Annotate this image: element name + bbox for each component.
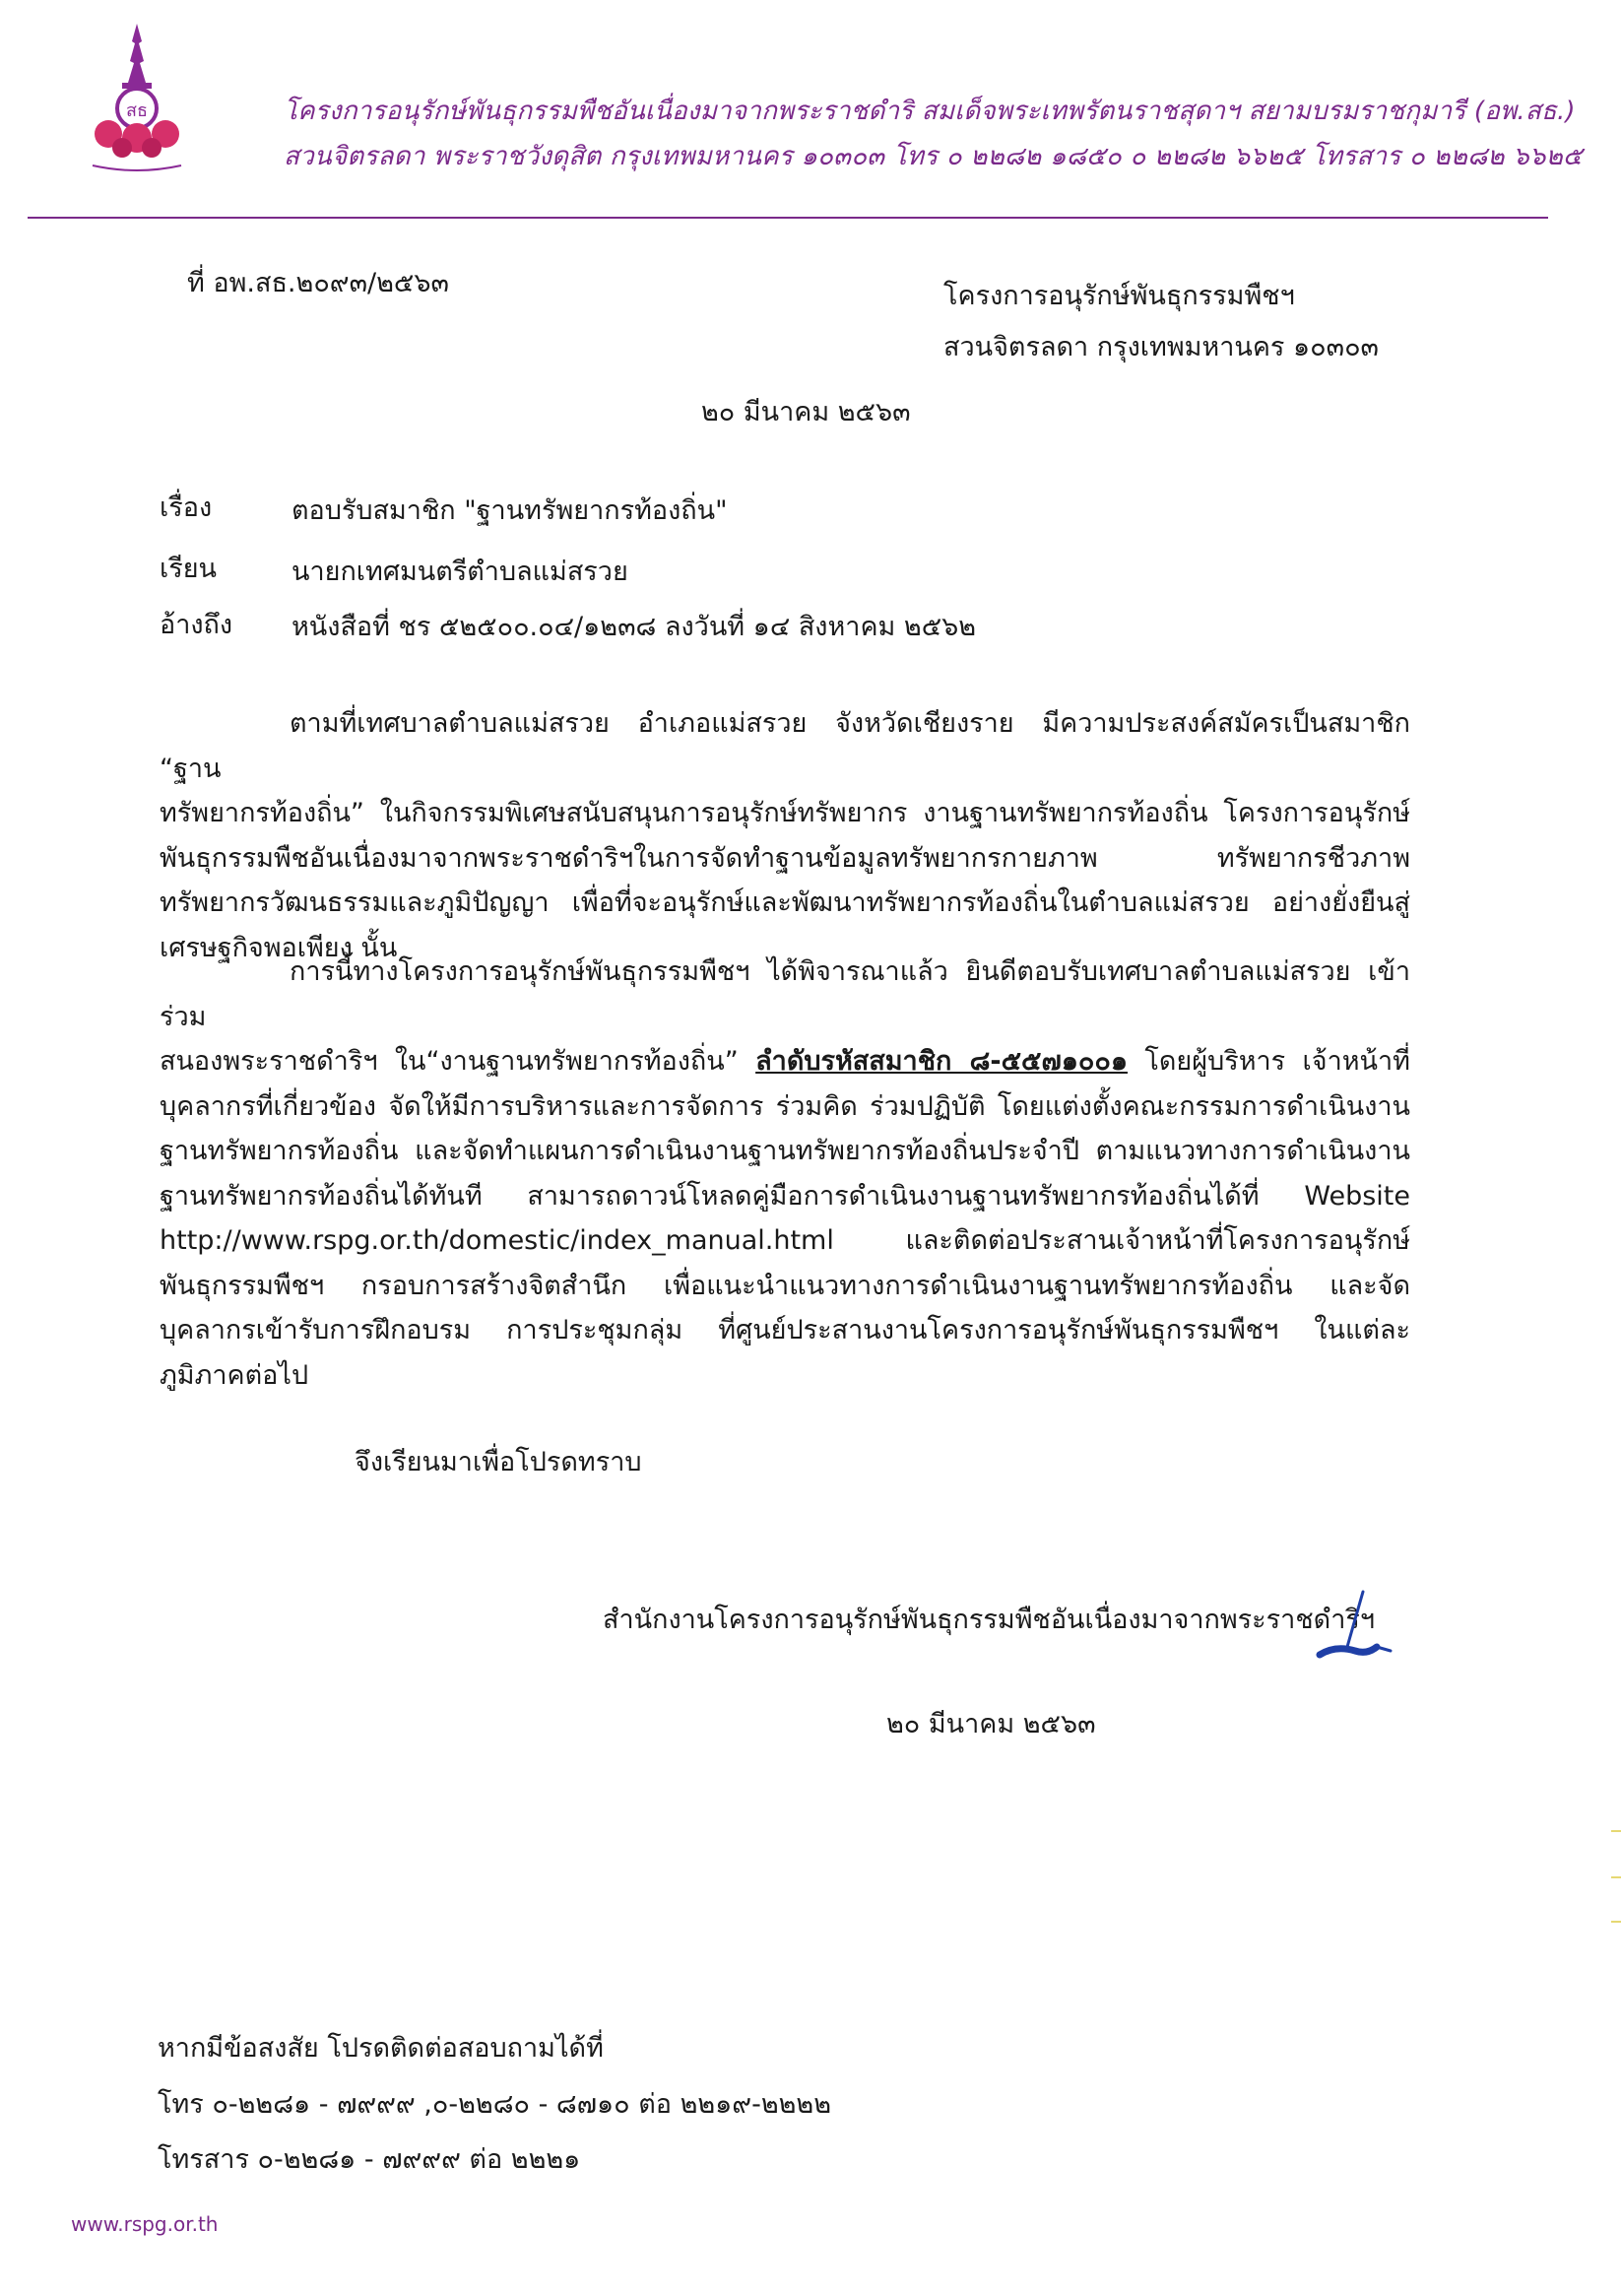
subject-value: ตอบรับสมาชิก "ฐานทรัพยากรท้องถิ่น" [292, 495, 728, 526]
paragraph-line: ฐานทรัพยากรท้องถิ่น และจัดทำแผนการดำเนินงานฐานทรัพยากรท้องถิ่นประจำปี ตามแนวทางการดำเนินงาน [160, 1136, 1410, 1166]
letter-date: ๒๐ มีนาคม ๒๕๖๓ [701, 397, 911, 427]
paragraph-line: บุคลากรที่เกี่ยวข้อง จัดให้มีการบริหารและการจัดการ ร่วมคิด ร่วมปฏิบัติ โดยแต่งตั้งคณะกรรมการดำเนินงาน [160, 1090, 1410, 1122]
letterhead-line-2: สวนจิตรลดา พระราชวังดุสิต กรุงเทพมหานคร ๑๐๓๐๓ โทร ๐ ๒๒๘๒ ๑๘๕๐ ๐ ๒๒๘๒ ๖๖๒๕ โทรสาร ๐ ๒๒๘๒ ๖๖๒๕ [284, 142, 1583, 171]
royal-emblem-icon [83, 22, 191, 177]
reference-label: อ้างถึง [160, 610, 233, 640]
paragraph-line: ตามที่เทศบาลตำบลแม่สรวย อำเภอแม่สรวย จังหวัดเชียงราย มีความประสงค์สมัครเป็นสมาชิก “ฐาน [160, 708, 1410, 784]
paragraph-line: พันธุกรรมพืชฯ กรอบการสร้างจิตสำนึก เพื่อแนะนำแนวทางการดำเนินงานฐานทรัพยากรท้องถิ่น และจัด [160, 1270, 1410, 1301]
footer-website: www.rspg.or.th [71, 2212, 219, 2236]
manual-url-line: http://www.rspg.or.th/domestic/index_manual.html และติดต่อประสานเจ้าหน้าที่โครงการอนุรักษ์ [160, 1225, 1410, 1256]
paragraph-line: ฐานทรัพยากรท้องถิ่นได้ทันที สามารถดาวน์โหลดคู่มือการดำเนินงานฐานทรัพยากรท้องถิ่นได้ที่ Website [160, 1180, 1410, 1212]
paragraph-line: การนี้ทางโครงการอนุรักษ์พันธุกรรมพืชฯ ได้พิจารณาแล้ว ยินดีตอบรับเทศบาลตำบลแม่สรวย เข้าร่วม [160, 956, 1410, 1032]
scan-edge-mark [1611, 1921, 1621, 1923]
paragraph-line: ทรัพยากรท้องถิ่น” ในกิจกรรมพิเศษสนับสนุนการอนุรักษ์ทรัพยากร งานฐานทรัพยากรท้องถิ่น โครงการอนุรักษ์ [160, 798, 1410, 828]
contact-fax: โทรสาร ๐-๒๒๘๑ - ๗๙๙๙ ต่อ ๒๒๒๑ [158, 2144, 581, 2175]
contact-phone: โทร ๐-๒๒๘๑ - ๗๙๙๙ ,๐-๒๒๘๐ - ๘๗๑๐ ต่อ ๒๒๑๙-๒๒๒๒ [158, 2089, 832, 2120]
scan-edge-mark [1611, 1876, 1621, 1878]
document-number: ที่ อพ.สธ.๒๐๙๓/๒๕๖๓ [187, 268, 449, 298]
contact-intro: หากมีข้อสงสัย โปรดติดต่อสอบถามได้ที่ [158, 2033, 604, 2064]
scan-edge-mark [1611, 1830, 1621, 1832]
paragraph-line: พันธุกรรมพืชอันเนื่องมาจากพระราชดำริฯในการจัดทำฐานข้อมูลทรัพยากรกายภาพ ทรัพยากรชีวภาพ [160, 842, 1410, 874]
body-paragraph-1 [160, 701, 1410, 970]
paragraph-line: ภูมิภาคต่อไป [160, 1359, 309, 1391]
sender-address: สวนจิตรลดา กรุงเทพมหานคร ๑๐๓๐๓ [943, 332, 1380, 362]
to-label: เรียน [160, 554, 218, 584]
subject-label: เรื่อง [160, 492, 213, 523]
body-paragraph-2 [160, 950, 1410, 1398]
paragraph-line: สนองพระราชดำริฯ ใน“งานฐานทรัพยากรท้องถิ่น” ลำดับรหัสสมาชิก ๘-๕๕๗๑๐๐๑ โดยผู้บริหาร เจ้าหน้าที่ [160, 1046, 1410, 1077]
closing-phrase: จึงเรียนมาเพื่อโปรดทราบ [355, 1447, 642, 1477]
paragraph-line: ทรัพยากรวัฒนธรรมและภูมิปัญญา เพื่อที่จะอนุรักษ์และพัฒนาทรัพยากรท้องถิ่นในตำบลแม่สรวย อย่างยั่งยืนสู่ [160, 887, 1410, 918]
signature-date: ๒๐ มีนาคม ๒๕๖๓ [886, 1709, 1096, 1739]
to-value: นายกเทศมนตรีตำบลแม่สรวย [292, 557, 628, 587]
letterhead-divider [28, 217, 1548, 219]
reference-value: หนังสือที่ ชร ๕๒๕๐๐.๐๔/๑๒๓๘ ลงวันที่ ๑๔ สิงหาคม ๒๕๖๒ [292, 612, 977, 642]
signing-office: สำนักงานโครงการอนุรักษ์พันธุกรรมพืชอันเนื่องมาจากพระราชดำริฯ [603, 1605, 1376, 1635]
sender-name: โครงการอนุรักษ์พันธุกรรมพืชฯ [943, 281, 1295, 311]
letterhead-line-1: โครงการอนุรักษ์พันธุกรรมพืชอันเนื่องมาจากพระราชดำริ สมเด็จพระเทพรัตนราชสุดาฯ สยามบรมราชกุมารี (อพ.สธ.) [284, 97, 1576, 126]
svg-text:สธ: สธ [126, 100, 148, 121]
handwritten-signature-icon [1312, 1586, 1400, 1665]
member-code: ลำดับรหัสสมาชิก ๘-๕๕๗๑๐๐๑ [755, 1046, 1129, 1077]
paragraph-line: เศรษฐกิจพอเพียง นั้น [160, 932, 398, 963]
paragraph-line: บุคลากรเข้ารับการฝึกอบรม การประชุมกลุ่ม ที่ศูนย์ประสานงานโครงการอนุรักษ์พันธุกรรมพืชฯ ในแต่ละ [160, 1315, 1410, 1345]
